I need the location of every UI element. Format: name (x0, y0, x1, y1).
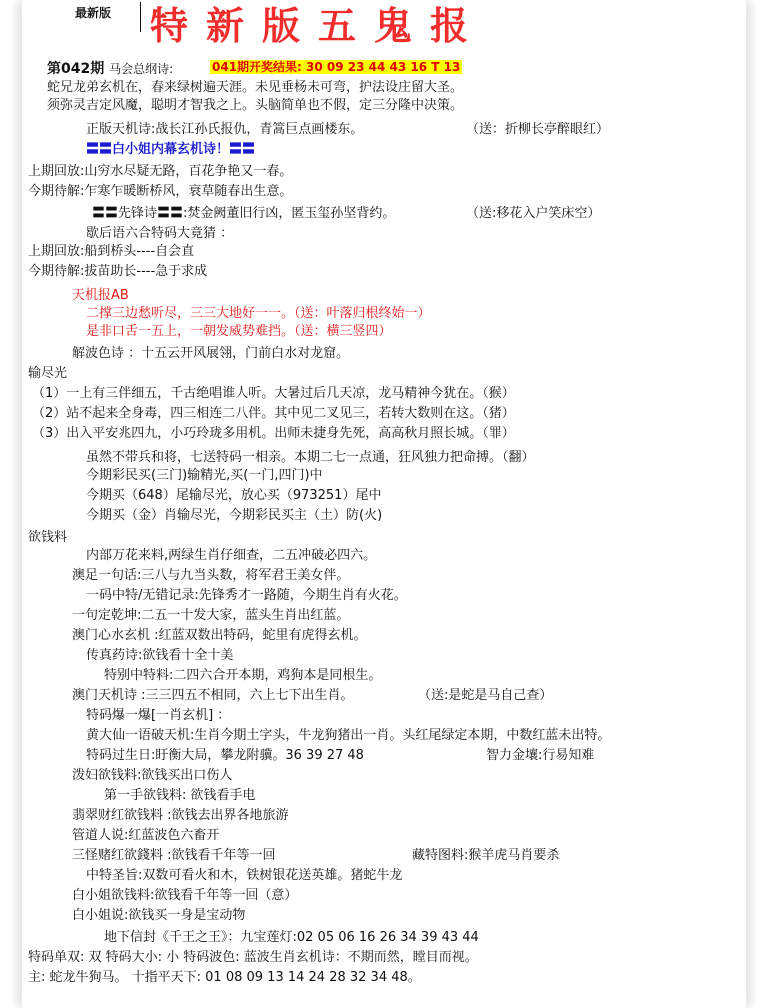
issue-line (47, 61, 173, 77)
text-line: 二撑三边愁听尽，三三大地好一一。（送：叶落归根终始一） (86, 306, 431, 321)
page-title: 特新版五鬼报 (150, 3, 487, 48)
section-heading: 输尽光 (28, 366, 68, 381)
section-heading: 天机报AB (72, 288, 129, 303)
text-line: 管道人说:红蓝波色六畜开 (72, 828, 220, 843)
text-line: （送:移花入户笑床空） (466, 206, 601, 221)
text-line: 今期待解:乍寒乍暖断桥风，衰草随春出生意。 (28, 184, 293, 199)
text-line: 翡翠财红欲钱料 :欲钱去出界各地旅游 (72, 808, 289, 823)
text-line: 黄大仙一语破天机:生肖今期土字头，牛龙狗猪出一肖。头红尾绿定本期，中数红蓝未出特。 (86, 728, 611, 743)
text-line: （1）一上有三伴细五，千古绝唱谁人听。大暑过后几天凉，龙马精神今犹在。（猴） (32, 386, 515, 401)
header-divider (140, 2, 141, 32)
text-line: 白小姐欲钱料:欲钱看千年等一回（意） (72, 888, 298, 903)
text-line: 虽然不带兵和将，七送特码一相亲。本期二七一点通，狂风独力把命搏。（翻） (86, 450, 535, 465)
text-line: （3）出入平安兆四九，小巧玲珑多用机。出师未捷身先死，高高秋月照长城。（罪） (32, 426, 515, 441)
section-heading: 〓〓白小姐内幕玄机诗！〓〓 (86, 142, 256, 157)
text-line: 蛇兄龙弟玄机在，春来绿树遍天涯。未见垂杨未可弯，护法设庄留大圣。 (47, 80, 464, 95)
text-line: 地下信封《千王之王》：九宝莲灯:02 05 06 16 26 34 39 43 44 (104, 930, 479, 945)
text-line: 〓〓先锋诗〓〓:焚金阙董旧行凶，匿玉玺孙坚背约。 (92, 206, 396, 221)
text-line: 今期买（金）肖输尽光，今期彩民买主（土）防(火) (86, 508, 383, 523)
text-line: 今期买（648）尾输尽光，放心买（973251）尾中 (86, 488, 382, 503)
text-line: （送：折柳长亭醉眼红） (466, 122, 610, 137)
text-line: 是非口舌一五上，一朝发威势难挡。（送：横三竖四） (86, 324, 392, 339)
section-heading: 欲钱料 (28, 530, 68, 545)
poem-title: 马会总纲诗: (109, 62, 174, 76)
text-line: 今期彩民买(三门)输精光,买(一门,四门)中 (86, 468, 323, 483)
text-line: 澳门天机诗 :三三四五不相同，六上七下出生肖。 (72, 688, 354, 703)
text-line: 歇后语六合特码大竟猜 ： (86, 226, 234, 241)
text-line: 泼妇欲钱料:欲钱买出口伤人 (72, 768, 233, 783)
text-line: 特码单双: 双 特码大小: 小 特码波色: 蓝波生肖玄机诗：不期而然，瞠目而视。 (28, 950, 478, 965)
text-line: 解波色诗 ：十五云开风展翎，门前白水对龙窟。 (72, 346, 350, 361)
text-line: （2）站不起来全身毒，四三相连二八伴。其中见二叉见三，若转大数则在这。（猪） (32, 406, 515, 421)
text-line: 特码爆一爆[一肖玄机] ： (86, 708, 231, 723)
text-line: 正版天机诗:战长江孙氏报仇，青篙巨点画楼东。 (86, 122, 364, 137)
text-line: 传真药诗:欲钱看十全十美 (86, 648, 234, 663)
text-line: 白小姐说:欲钱买一身是宝动物 (72, 908, 246, 923)
text-line: 上期回放:船到桥头----自会直 (28, 244, 195, 259)
text-line: 第一手欲钱料: 欲钱看手电 (104, 788, 256, 803)
issue-number: 第042期 (47, 61, 105, 77)
text-line: 内部万花来料,两绿生肖仔细查，二五冲破必四六。 (86, 548, 377, 563)
text-line: 一码中特/无错记录:先锋秀才一路随，今期生肖有火花。 (86, 588, 407, 603)
text-line: （送:是蛇是马自己查） (418, 688, 553, 703)
text-line: 特别中特料:二四六合开本期，鸡狗本是同根生。 (104, 668, 382, 683)
draw-result-banner: 041期开奖结果: 30 09 23 44 43 16 T 13 (212, 60, 461, 74)
text-line: 藏特图料:猴羊虎马肖要杀 (412, 848, 560, 863)
text-line: 三怪赌红欲錢料 :欲钱看千年等一回 (72, 848, 276, 863)
text-line: 须弥灵吉定风魔，聪明才智我之上。头脑简单也不假，定三分隆中决策。 (47, 98, 464, 113)
text-line: 今期待解:拔苗助长----急于求成 (28, 264, 208, 279)
text-line: 上期回放:山穷水尽疑无路，百花争艳又一春。 (28, 164, 293, 179)
text-line: 澳足一句话:三八与九当头数，将军君王美女伴。 (72, 568, 350, 583)
text-line: 中特圣旨:双数可看火和木，铁树银花送英雄。猪蛇牛龙 (86, 868, 403, 883)
text-line: 主: 蛇龙牛狗马。 十指平天下: 01 08 09 13 14 24 28 32 34 48。 (28, 970, 421, 985)
edition-label: 最新版 (75, 6, 112, 20)
text-line: 智力金壤:行易知难 (486, 748, 595, 763)
text-line: 一句定乾坤:二五一十发大家，蓝头生肖出红蓝。 (72, 608, 350, 623)
text-line: 特码过生日:盱衡大局，攀龙附骥。36 39 27 48 (86, 748, 364, 763)
text-line: 澳门心水玄机 :红蓝双数出特码，蛇里有虎得玄机。 (72, 628, 367, 643)
